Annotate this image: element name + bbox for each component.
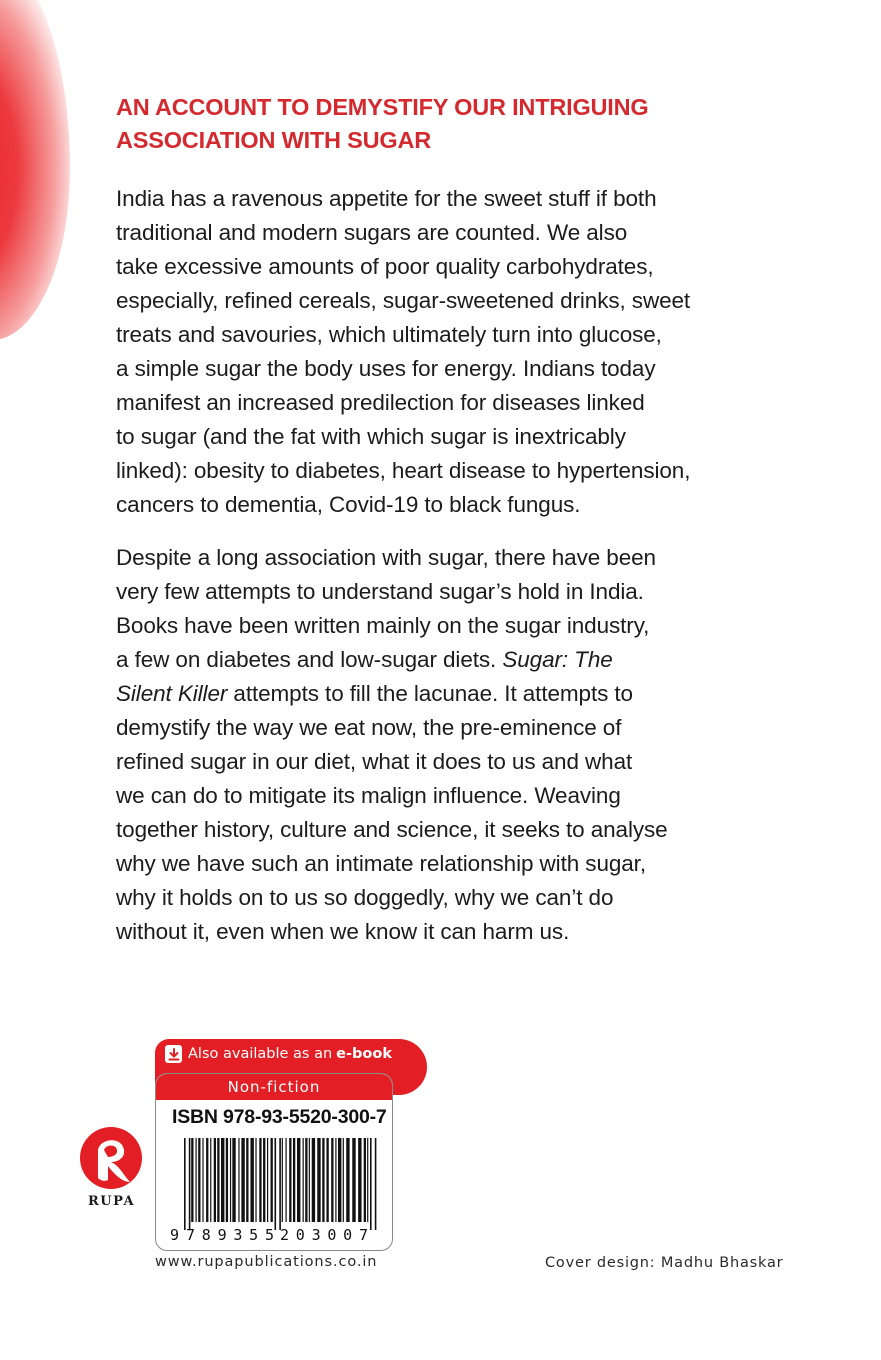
barcode-bar	[346, 1138, 349, 1222]
barcode-bar	[367, 1138, 368, 1222]
paragraph-text: attempts to fill the lacunae. It attempts to	[227, 681, 633, 706]
barcode-bar	[191, 1138, 193, 1222]
barcode-bar	[189, 1138, 191, 1230]
barcode-bar	[198, 1138, 200, 1222]
barcode-bar	[259, 1138, 261, 1222]
barcode-bar	[221, 1138, 224, 1222]
decorative-red-splash	[0, 0, 70, 340]
paragraph-line: very few attempts to understand sugar’s hold in India.	[116, 579, 644, 604]
genre-label: Non-fiction	[156, 1074, 392, 1100]
isbn-number: ISBN 978-93-5520-300-7	[172, 1106, 387, 1128]
ebook-notice	[165, 1042, 392, 1066]
publisher-website: www.rupapublications.co.in	[155, 1254, 378, 1270]
paragraph-line: a simple sugar the body uses for energy. Indians today	[116, 356, 656, 381]
paragraph-line	[116, 643, 668, 677]
barcode-bar	[238, 1138, 239, 1222]
barcode-bar	[184, 1138, 186, 1230]
barcode-bar	[297, 1138, 300, 1222]
paragraph-line: manifest an increased predilection for diseases linked	[116, 390, 645, 415]
barcode-bar	[241, 1138, 244, 1222]
paragraph-line: traditional and modern sugars are counted. We also	[116, 220, 628, 245]
barcode-bar	[230, 1138, 231, 1222]
barcode-bar	[375, 1138, 377, 1230]
paragraph-line: refined sugar in our diet, what it does to us and what	[116, 749, 633, 774]
paragraph-line	[116, 677, 668, 711]
barcode-bar	[217, 1138, 219, 1222]
barcode-bar	[335, 1138, 336, 1222]
headline	[116, 91, 796, 157]
paragraph-line: why we have such an intimate relationship with sugar,	[116, 851, 646, 876]
paragraph-line: we can do to mitigate its malign influence. Weaving	[116, 783, 621, 808]
barcode-bar	[370, 1138, 372, 1230]
barcode-bar	[322, 1138, 324, 1222]
barcode-bar	[305, 1138, 307, 1222]
barcode-bar	[195, 1138, 196, 1222]
paragraph-line: take excessive amounts of poor quality carbohydrates,	[116, 254, 654, 279]
paragraph-2	[116, 541, 668, 949]
paragraph-line: why it holds on to us so doggedly, why we can’t do	[116, 885, 614, 910]
paragraph-line: treats and savouries, which ultimately turn into glucose,	[116, 322, 662, 347]
download-icon	[165, 1045, 182, 1063]
barcode-bar	[210, 1138, 211, 1222]
barcode-bar	[309, 1138, 310, 1222]
barcode-digit-lead: 9	[170, 1226, 180, 1244]
paragraph-line: together history, culture and science, it seeks to analyse	[116, 817, 668, 842]
publisher-name: RUPA	[88, 1194, 136, 1209]
barcode-bar	[364, 1138, 366, 1222]
ebook-bold: e-book	[336, 1046, 392, 1062]
barcode-panel	[155, 1073, 393, 1251]
paragraph-line: to sugar (and the fat with which sugar is inextricably	[116, 424, 626, 449]
barcode-bar	[202, 1138, 203, 1222]
paragraph-line: especially, refined cereals, sugar-sweetened drinks, sweet	[116, 288, 691, 313]
cover-credit: Cover design: Madhu Bhaskar	[545, 1255, 784, 1271]
barcode-digits-left: 789355	[186, 1226, 274, 1244]
barcode-bar	[246, 1138, 248, 1222]
barcode-bar	[250, 1138, 253, 1222]
barcode-bar	[289, 1138, 291, 1222]
ebook-text: Also available as an	[188, 1046, 333, 1062]
barcode-bar	[326, 1138, 328, 1222]
barcode-bar	[274, 1138, 276, 1230]
barcode-bar	[312, 1138, 315, 1222]
paragraph-line: cancers to dementia, Covid-19 to black fungus.	[116, 492, 581, 517]
headline-line-1: AN ACCOUNT TO DEMYSTIFY OUR INTRIGUING	[116, 94, 649, 120]
barcode-bar	[285, 1138, 286, 1222]
barcode-bar	[206, 1138, 208, 1222]
barcode-bar	[338, 1138, 341, 1222]
paragraph-1	[116, 182, 690, 522]
barcode-bar	[263, 1138, 265, 1222]
barcode-bar	[303, 1138, 304, 1222]
barcode-bar	[358, 1138, 361, 1222]
paragraph-line: India has a ravenous appetite for the sweet stuff if both	[116, 186, 657, 211]
barcode-bar	[343, 1138, 344, 1222]
barcode-bar	[331, 1138, 333, 1222]
headline-line-2: ASSOCIATION WITH SUGAR	[116, 127, 432, 153]
barcode-bar	[293, 1138, 295, 1222]
barcode-bar	[352, 1138, 355, 1222]
book-title-italic: Sugar: The	[502, 647, 613, 672]
barcode-bar	[317, 1138, 320, 1222]
barcode-bar	[226, 1138, 228, 1222]
barcode-bar	[282, 1138, 283, 1222]
paragraph-line: linked): obesity to diabetes, heart disease to hypertension,	[116, 458, 691, 483]
paragraph-line: Despite a long association with sugar, there have been	[116, 545, 656, 570]
book-title-italic: Silent Killer	[116, 681, 228, 706]
barcode-bar	[214, 1138, 216, 1222]
paragraph-line: demystify the way we eat now, the pre-eminence of	[116, 715, 622, 740]
barcode-bar	[255, 1138, 256, 1222]
paragraph-line: Books have been written mainly on the sugar industry,	[116, 613, 650, 638]
barcode-bar	[271, 1138, 273, 1222]
barcode	[168, 1132, 380, 1244]
barcode-bar	[267, 1138, 268, 1222]
paragraph-line: without it, even when we know it can harm us.	[116, 919, 570, 944]
paragraph-text: a few on diabetes and low-sugar diets.	[116, 647, 503, 672]
barcode-bar	[279, 1138, 281, 1230]
barcode-bar	[232, 1138, 235, 1222]
barcode-digits-right: 203007	[280, 1226, 368, 1244]
